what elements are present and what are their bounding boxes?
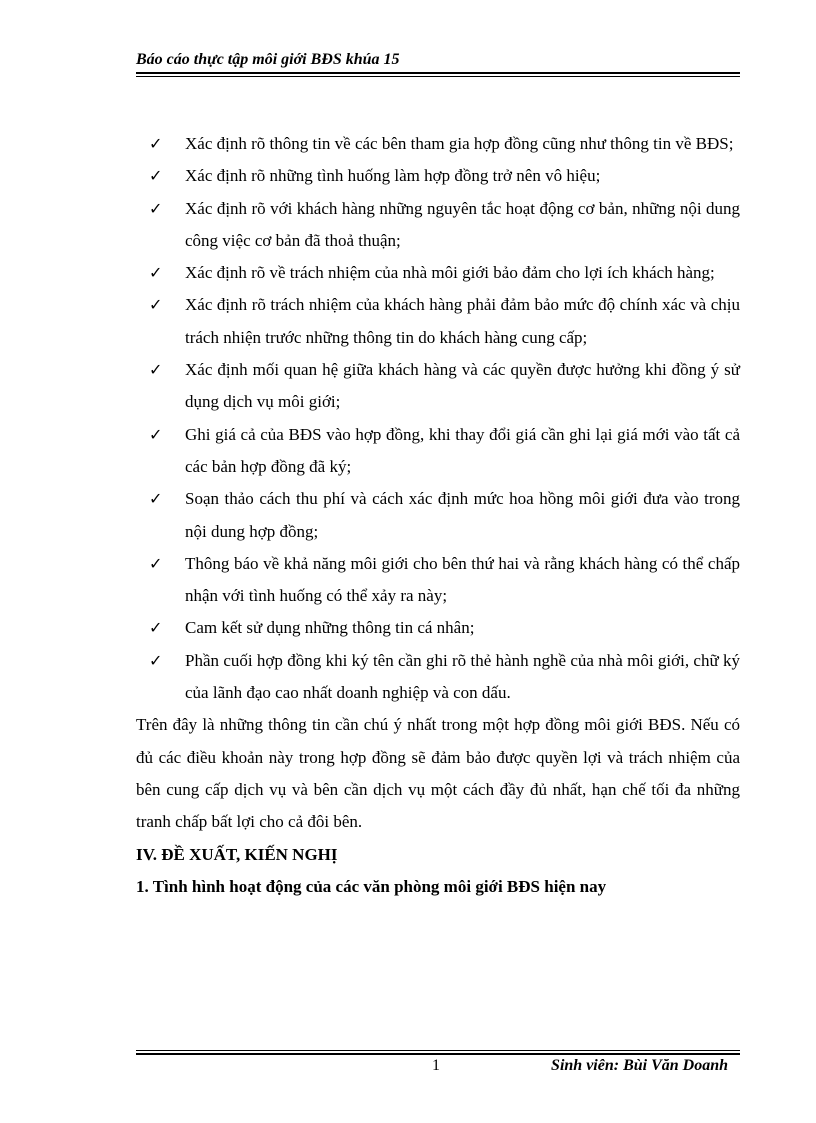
list-item: ✓ Xác định rõ về trách nhiệm của nhà môi giới bảo đảm cho lợi ích khách hàng; — [136, 257, 740, 289]
list-item: ✓ Ghi giá cả của BĐS vào hợp đồng, khi thay đổi giá cần ghi lại giá mới vào tất cả các bản hợp đồng đã ký; — [136, 419, 740, 484]
list-item: ✓ Thông báo về khả năng môi giới cho bên thứ hai và rằng khách hàng có thể chấp nhận với tình huống có thể xảy ra này; — [136, 548, 740, 613]
list-item: ✓ Cam kết sử dụng những thông tin cá nhân; — [136, 612, 740, 644]
page-number: 1 — [432, 1057, 440, 1074]
list-item: ✓ Xác định rõ những tình huống làm hợp đồng trở nên vô hiệu; — [136, 160, 740, 192]
checkmark-icon: ✓ — [149, 198, 163, 218]
header-rule-thin — [136, 76, 740, 77]
checkmark-icon: ✓ — [149, 553, 163, 573]
summary-paragraph: Trên đây là những thông tin cần chú ý nhất trong một hợp đồng môi giới BĐS. Nếu có đủ các điều khoản này trong hợp đồng sẽ đảm bảo được quyền lợi và trách nhiệm của bên cung cấp dịch vụ và bên cần dịch vụ một cách đầy đủ nhất, hạn chế tối đa những tranh chấp bất lợi cho cả đôi bên. — [136, 715, 740, 832]
page-header — [136, 50, 740, 70]
checkmark-icon: ✓ — [149, 618, 163, 638]
footer-rule-thin — [136, 1050, 740, 1051]
checkmark-icon: ✓ — [149, 295, 163, 315]
footer-rule-thick — [136, 1053, 740, 1055]
list-item: ✓ Xác định rõ trách nhiệm của khách hàng phải đảm bảo mức độ chính xác và chịu trách nhiện trước những thông tin do khách hàng cung cấp; — [136, 289, 740, 354]
header-title: Báo cáo thực tập môi giới BĐS khúa 15 — [136, 51, 400, 68]
subsection-heading: 1. Tình hình hoạt động của các văn phòng môi giới BĐS hiện nay — [136, 876, 607, 896]
header-rule-thick — [136, 72, 740, 74]
bullet-list — [136, 128, 740, 709]
checkmark-icon: ✓ — [149, 424, 163, 444]
checkmark-icon: ✓ — [149, 134, 163, 153]
list-item: ✓ Soạn thảo cách thu phí và cách xác định mức hoa hồng môi giới đưa vào trong nội dung hợp đồng; — [136, 483, 740, 548]
checkmark-icon: ✓ — [149, 166, 163, 186]
checkmark-icon: ✓ — [149, 650, 163, 670]
list-item: ✓ Xác định rõ với khách hàng những nguyên tắc hoạt động cơ bản, những nội dung công việc cơ bản đã thoả thuận; — [136, 193, 740, 258]
list-item: ✓ Xác định rõ thông tin về các bên tham gia hợp đồng cũng như thông tin về BĐS; — [136, 128, 740, 160]
student-name: Sinh viên: Bùi Văn Doanh — [551, 1057, 728, 1074]
list-item: ✓ Xác định mối quan hệ giữa khách hàng và các quyền được hưởng khi đồng ý sử dụng dịch vụ môi giới; — [136, 354, 740, 419]
document-body — [136, 128, 740, 903]
checkmark-icon: ✓ — [149, 489, 163, 509]
list-item: ✓ Phần cuối hợp đồng khi ký tên cần ghi rõ thẻ hành nghề của nhà môi giới, chữ ký của lãnh đạo cao nhất doanh nghiệp và con dấu. — [136, 645, 740, 710]
section-heading: IV. ĐỀ XUẤT, KIẾN NGHỊ — [136, 844, 338, 864]
checkmark-icon: ✓ — [149, 263, 163, 283]
checkmark-icon: ✓ — [149, 360, 163, 380]
